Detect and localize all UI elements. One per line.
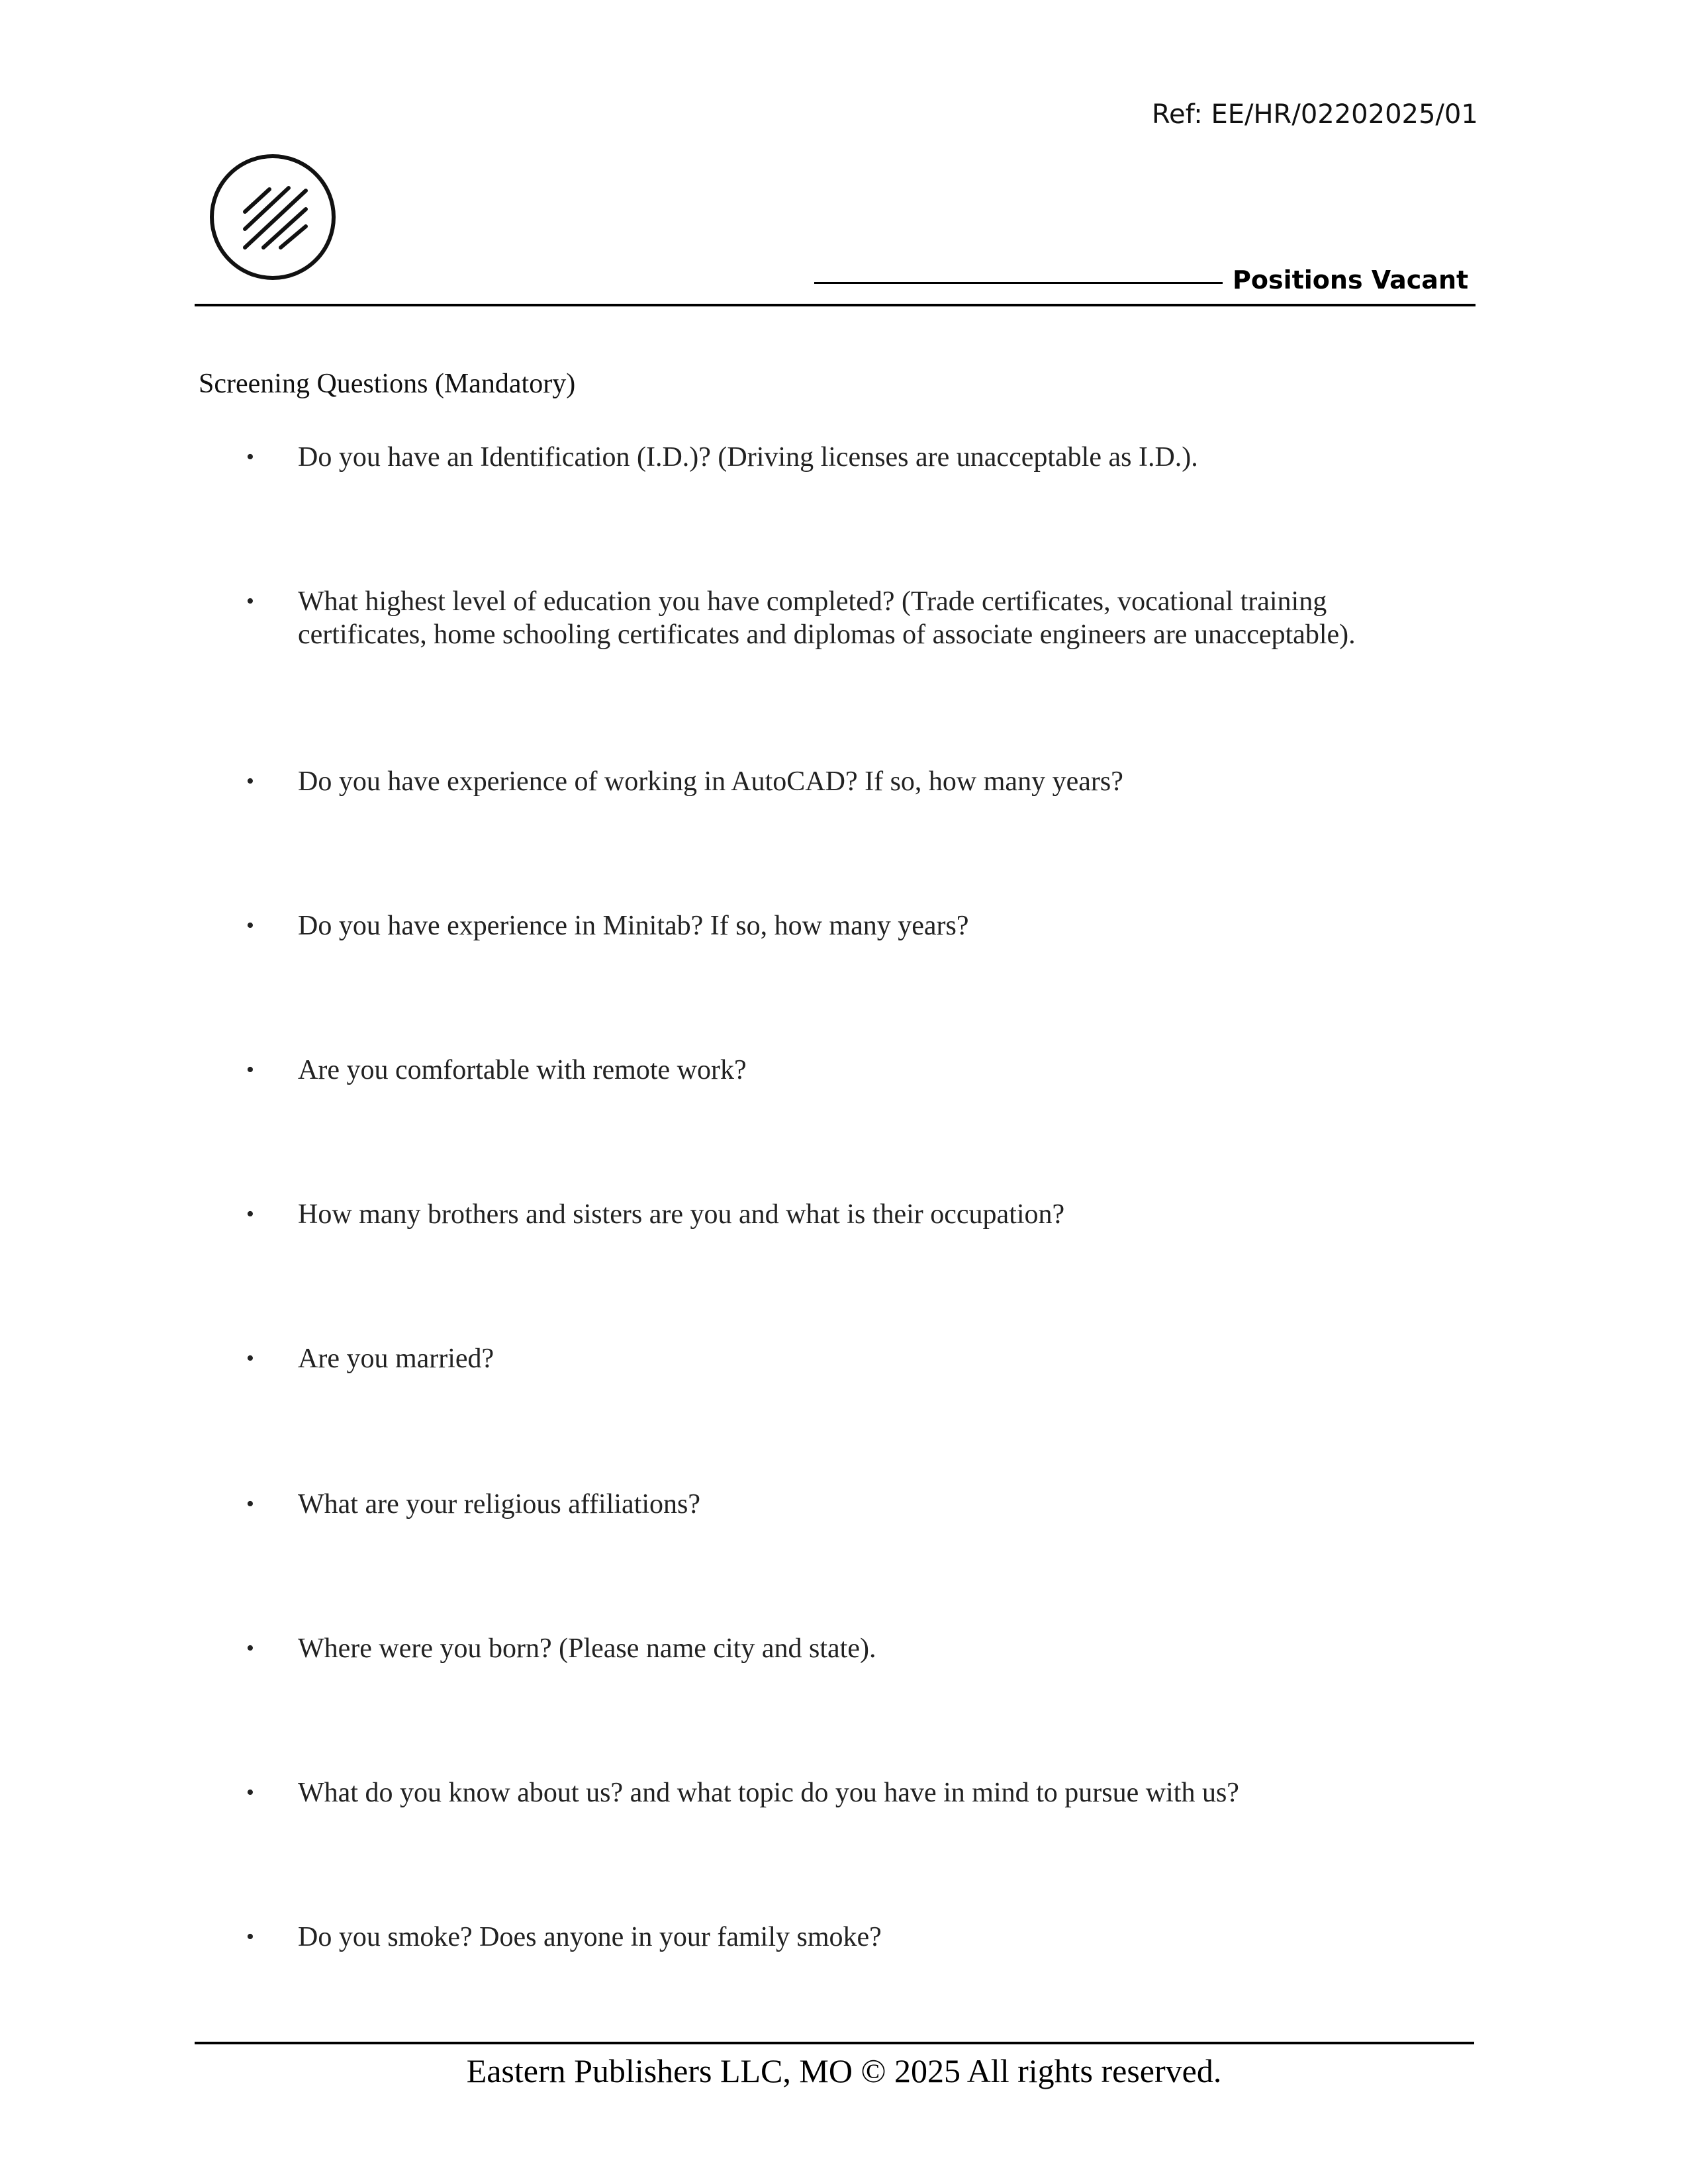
bullet: •	[246, 1925, 254, 1949]
bullet: •	[246, 445, 254, 469]
question-text: Are you married?	[298, 1343, 494, 1374]
bullet: •	[246, 769, 254, 794]
page-heading: Screening Questions (Mandatory)	[199, 369, 576, 399]
footer-divider	[195, 2042, 1474, 2044]
reference-number: Ref: EE/HR/02202025/01	[1152, 99, 1478, 130]
company-logo	[207, 151, 339, 283]
question-text: What highest level of education you have completed? (Trade certificates, vocational training certificates, home schooling certificates and diplomas of associate engineers are unacceptable).	[298, 586, 1356, 650]
question-text: What are your religious affiliations?	[298, 1489, 701, 1520]
question-text: Do you have an Identification (I.D.)? (Driving licenses are unacceptable as I.D.).	[298, 442, 1198, 473]
bullet: •	[246, 1202, 254, 1226]
section-title: Positions Vacant	[1233, 265, 1469, 295]
section-rule	[814, 282, 1223, 284]
question-text: What do you know about us? and what topic do you have in mind to pursue with us?	[298, 1778, 1239, 1808]
bullet: •	[246, 913, 254, 938]
question-text: Do you have experience in Minitab? If so, how many years?	[298, 911, 969, 941]
bullet: •	[246, 589, 254, 614]
bullet: •	[246, 1780, 254, 1805]
question-text: Where were you born? (Please name city and state).	[298, 1633, 876, 1664]
question-text: Are you comfortable with remote work?	[298, 1055, 747, 1085]
header-divider	[195, 304, 1476, 306]
bullet: •	[246, 1636, 254, 1661]
bullet: •	[246, 1058, 254, 1082]
question-text: How many brothers and sisters are you and what is their occupation?	[298, 1199, 1065, 1230]
bullet: •	[246, 1346, 254, 1371]
striped-circle-logo-icon	[207, 151, 339, 283]
footer-copyright: Eastern Publishers LLC, MO © 2025 All rights reserved.	[466, 2052, 1222, 2089]
question-text: Do you smoke? Does anyone in your family smoke?	[298, 1922, 882, 1952]
bullet: •	[246, 1492, 254, 1516]
question-text: Do you have experience of working in AutoCAD? If so, how many years?	[298, 766, 1123, 797]
